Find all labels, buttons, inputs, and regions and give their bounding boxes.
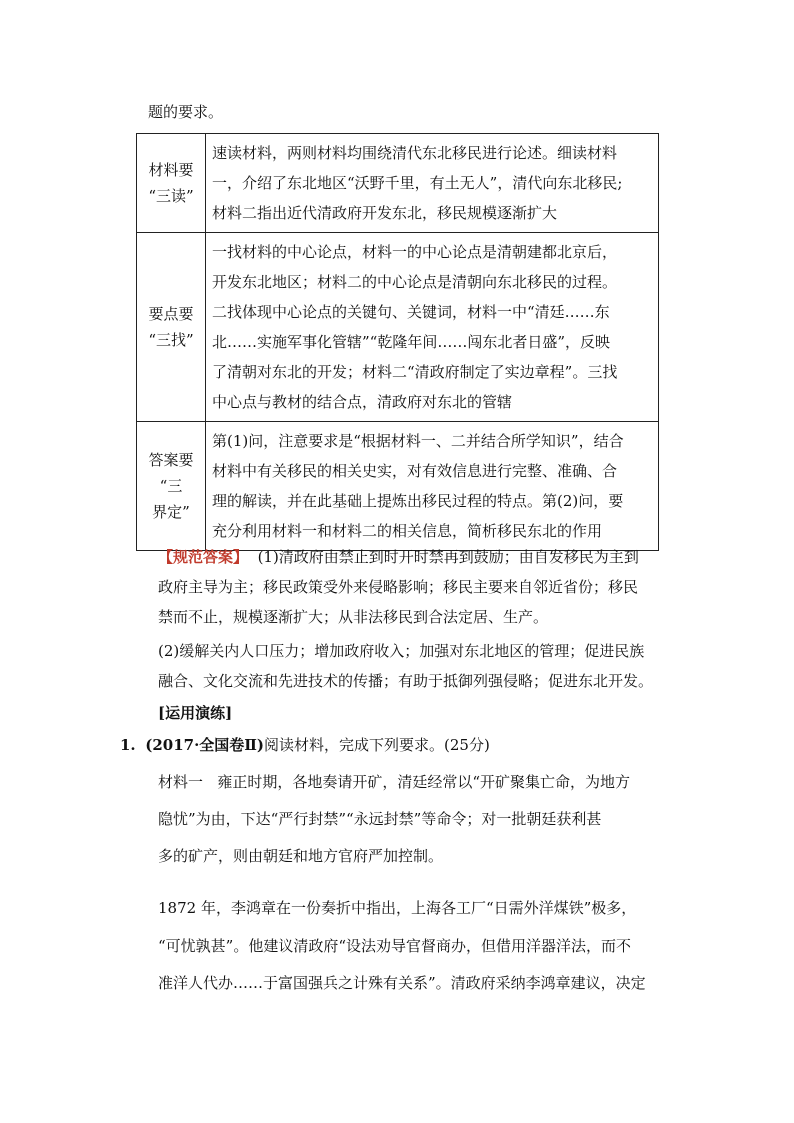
content-line: 材料二指出近代清政府开发东北，移民规模逐渐扩大 — [212, 204, 558, 222]
table-row — [137, 233, 659, 422]
material2-line: 1872 年，李鸿章在一份奏折中指出，上海各工厂“日需外洋煤铁”极多， — [158, 899, 637, 917]
question-text: 阅读材料，完成下列要求。(25分) — [264, 736, 490, 754]
row-label-line: 材料要 — [148, 161, 194, 179]
analysis-table — [136, 133, 659, 551]
content-line: 充分利用材料一和材料二的相关信息，简析移民东北的作用 — [212, 522, 603, 540]
row-label-line: 答案要 — [148, 451, 194, 469]
answer-line: 融合、文化交流和先进技术的传播；有助于抵御列强侵略；促进东北开发。 — [158, 672, 654, 690]
table-row — [137, 422, 659, 551]
question-number: 1. — [120, 736, 136, 754]
row-label-line: “三 — [159, 477, 183, 495]
row-content — [206, 233, 659, 422]
practice-heading: [运用演练] — [158, 704, 233, 722]
answer-line: 政府主导为主；移民政策受外来侵略影响；移民主要来自邻近省份；移民 — [158, 578, 639, 596]
answer-tag: 【规范答案】 — [158, 548, 249, 566]
row-label-line: “三找” — [148, 331, 194, 349]
content-line: 一，介绍了东北地区“沃野千里，有土无人”，清代向东北移民; — [212, 174, 623, 192]
content-line: 开发东北地区；材料二的中心论点是清朝向东北移民的过程。 — [212, 273, 618, 291]
intro-text: 题的要求。 — [148, 103, 224, 121]
row-content — [206, 134, 659, 233]
content-line: 理的解读，并在此基础上提炼出移民过程的特点。第(2)问，要 — [212, 492, 624, 510]
content-line: 二找体现中心论点的关键句、关键词，材料一中“清廷……东 — [212, 303, 610, 321]
content-line: 了清朝对东北的开发；材料二“清政府制定了实边章程”。三找 — [212, 363, 618, 381]
row-label — [137, 134, 206, 233]
content-line: 材料中有关移民的相关史实，对有效信息进行完整、准确、合 — [212, 462, 618, 480]
answer-line: (2)缓解关内人口压力；增加政府收入；加强对东北地区的管理；促进民族 — [158, 642, 645, 660]
content-line: 中心点与教材的结合点，清政府对东北的管辖 — [212, 393, 513, 411]
content-line: 北……实施军事化管辖”“乾隆年间……闯东北者日盛”，反映 — [212, 333, 611, 351]
question-line — [120, 730, 490, 760]
material1-text: 雍正时期，各地奏请开矿，清廷经常以“开矿聚集亡命，为地方 — [217, 773, 630, 791]
row-label-line: “三读” — [148, 187, 194, 205]
table-row — [137, 134, 659, 233]
answer-text: (1)清政府由禁止到时开时禁再到鼓励；由自发移民为主到 — [257, 548, 639, 566]
answer-line-1 — [158, 542, 639, 572]
material2-line: “可忧孰甚”。他建议清政府“设法劝导官督商办，但借用洋器洋法，而不 — [158, 937, 632, 955]
content-line: 速读材料，两则材料均围绕清代东北移民进行论述。细读材料 — [212, 144, 618, 162]
row-label-line: 要点要 — [148, 305, 194, 323]
material1-line: 多的矿产，则由朝廷和地方官府严加控制。 — [158, 847, 444, 865]
material1-line: 隐忧”为由，下达“严行封禁”“永远封禁”等命令；对一批朝廷获利甚 — [158, 810, 602, 828]
row-content — [206, 422, 659, 551]
material1-line-1 — [158, 767, 630, 797]
row-label — [137, 233, 206, 422]
content-line: 一找材料的中心论点，材料一的中心论点是清朝建都北京后， — [212, 243, 618, 261]
material1-label: 材料一 — [158, 773, 204, 791]
content-line: 第(1)问，注意要求是“根据材料一、二并结合所学知识”，结合 — [212, 432, 624, 450]
answer-line: 禁而不止，规模逐渐扩大；从非法移民到合法定居、生产。 — [158, 608, 549, 626]
row-label — [137, 422, 206, 551]
row-label-line: 界定” — [152, 503, 190, 521]
material2-line: 准洋人代办……于富国强兵之计殊有关系”。清政府采纳李鸿章建议，决定 — [158, 974, 646, 992]
question-source: (2017·全国卷Ⅱ) — [145, 736, 265, 754]
